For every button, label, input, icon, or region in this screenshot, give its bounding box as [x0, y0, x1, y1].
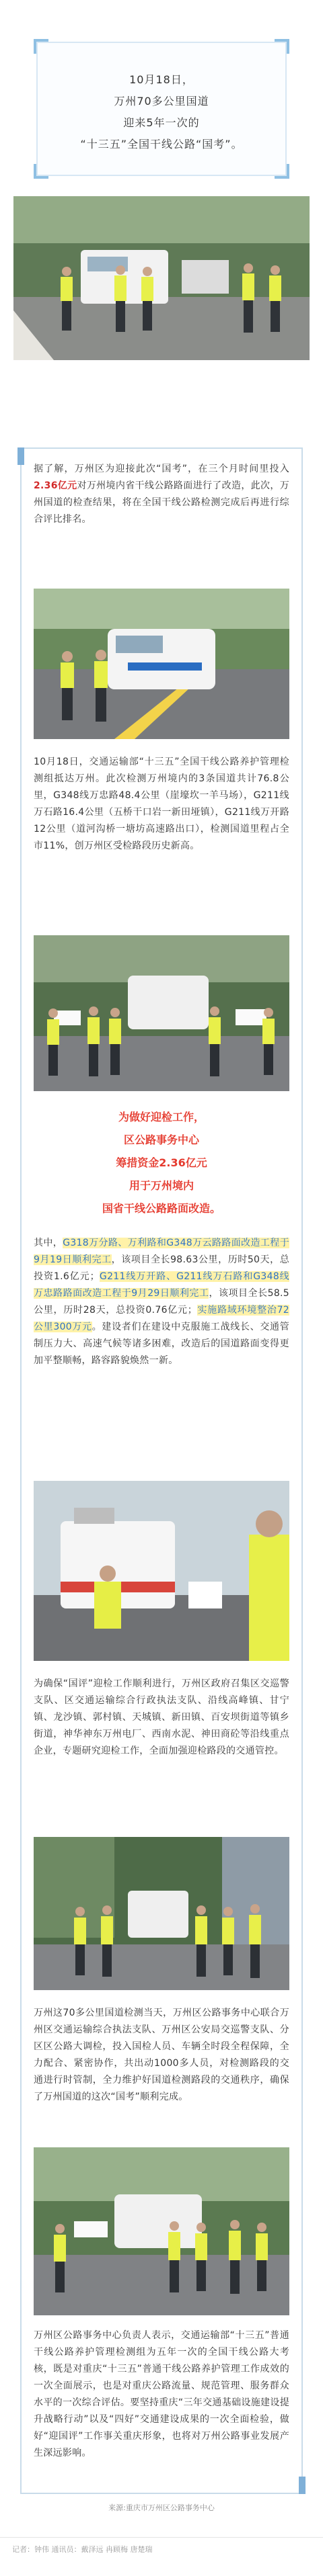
source-footer: 来源:重庆市万州区公路事务中心: [108, 2503, 215, 2512]
photo-inspection-team-3: [34, 1837, 289, 1990]
project-highlight-2: G211线万开路、G211线万石路和G348线万忠路路面改造工程于9月29日顺利完工: [34, 1271, 289, 1299]
divider: [0, 2537, 323, 2538]
header-line-2: 万州70多公里国道: [114, 95, 209, 108]
photo-inspection-equipment: [34, 1481, 289, 1661]
callout-line: 用于万州境内: [129, 1179, 194, 1192]
header-line-1: 10月18日，: [129, 73, 194, 86]
paragraph-traffic-control: 为确保“国评”迎检工作顺利进行，万州区政府召集区交巡警支队、区交通运输综合行政执法支队、沿线高峰镇、甘宁镇、龙沙镇、郭村镇、天城镇、新田镇、百安坝街道等镇乡街道，神华神东万州电厂、西南水泥、神田商砼等沿线重点企业，专题研究迎检工作，全面加强迎检路段的交通管控。: [34, 1678, 289, 1756]
intro-amount: 2.36亿元: [34, 480, 77, 491]
paragraph-official-statement: 万州区公路事务中心负责人表示，交通运输部“十三五”普通干线公路养护管理检测组为五年一次的全国干线公路大考核，既是对重庆“十三五”普通干线公路养护管理工作成效的一次全面展示，也是对重庆公路流量、规范管理、服务群众水平的一次综合评估。要坚持重庆“三年交通基础设施建设提升战略行动”以及“四好”交通建设成果的一次全面检验，做好“迎国评”工作事关重庆形象，也将对万州公路事业发展产生深远影响。: [34, 2330, 289, 2458]
header-line-4: “十三五”全国干线公路“国考”。: [80, 138, 243, 151]
para3-mid2: ，该项目全长58.5公里，历时28天，总投资0.76亿元；: [34, 1288, 290, 1316]
paragraph-inspection-day: 万州这70多公里国道检测当天，万州区公路事务中心联合万州区交通运输综合执法支队、万州区公安局交巡警支队、分区区公路大调检，投入国检人员、车辆全时段全程保障，全力配合、紧密协作，共出动1000多人员，对检测路段的交通进行时管制，全力维护好国道检测路段的交通秩序，确保了万州国道的这次“国考”顺利完成。: [34, 2008, 289, 2102]
intro-text-1: 据了解，万州区为迎接此次“国考”，在三个月时间里投入: [34, 464, 289, 474]
corner-decoration: [34, 164, 48, 179]
callout-line: 区公路事务中心: [123, 1133, 199, 1146]
header-line-3: 迎来5年一次的: [123, 116, 200, 129]
frame-tab: [17, 447, 24, 465]
funding-callout: [81, 1106, 242, 1220]
project-highlight-3: 实施路域环境整治72公里300万元: [34, 1305, 289, 1332]
photo-inspection-team-1: [13, 196, 310, 360]
corner-decoration: [275, 164, 289, 179]
corner-decoration: [275, 39, 289, 54]
para3-tail: 。建设者们在建设中克服施工战线长、交通管制压力大、高速气候等诸多困难，改造后的国道路面变得更加平整顺畅，路容路貌焕然一新。: [34, 1322, 289, 1366]
callout-line: 为做好迎检工作，: [118, 1111, 205, 1123]
paragraph-inspection-scope: 10月18日，交通运输部“十三五”全国干线公路养护管理检测组抵达万州。此次检测万州境内的3条国道共计76.8公里，G348线万忠路48.4公里（崖壕坎一羊马场），G211线万石路16.4公里（五桥干口岩一新田垭镇），G211线万开路12公里（道河沟桥一塘坊高速路出口），检测国道里程占全市11%，创万州区受检路段历史新高。: [34, 757, 289, 851]
intro-text-2: 对万州境内省干线公路路面进行了改造，此次，万州国道的检查结果，将在全国干线公路检测完成后再进行综合评比排名。: [34, 480, 289, 525]
header-card: [36, 42, 287, 176]
callout-line: 筹措资金2.36亿元: [116, 1156, 207, 1169]
callout-line: 国省干线公路路面改造。: [102, 1202, 221, 1215]
frame-tab: [299, 2477, 306, 2494]
intro-paragraph: [34, 461, 289, 528]
credits-line: 记者：钟伟 通讯员：戴泽远 冉顾梅 唐楚瑞: [12, 2545, 153, 2554]
para3-mid: ，该项目全长98.63公里，历时50天，总投资1.6亿元；: [34, 1254, 289, 1282]
para3-lead: 其中，: [34, 1238, 63, 1248]
photo-inspection-team-2: [34, 935, 289, 1091]
photo-inspection-vehicle: [34, 589, 289, 739]
corner-decoration: [34, 39, 48, 54]
paragraph-road-projects: [34, 1235, 289, 1369]
photo-inspection-team-4: [34, 2147, 289, 2315]
project-highlight-1: G318万分路、万利路和G348万云路路面改造工程于9月19日顺利完工: [34, 1238, 289, 1265]
